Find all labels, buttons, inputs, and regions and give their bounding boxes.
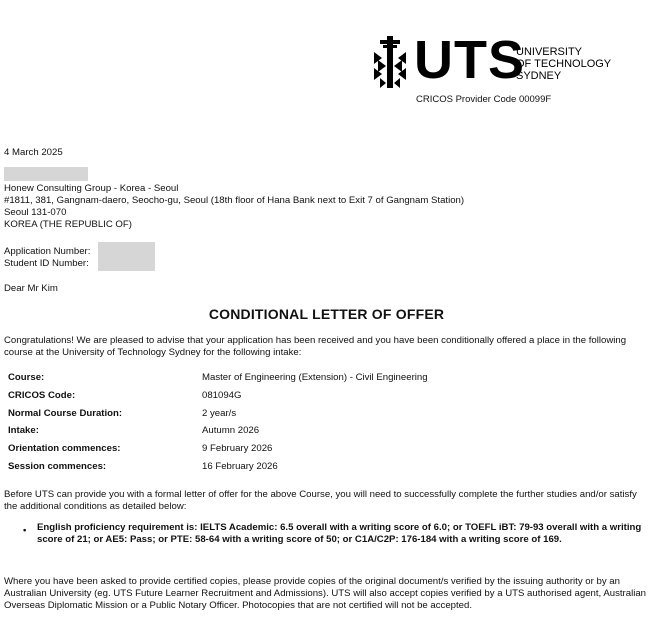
provider-code: CRICOS Provider Code 00099F (416, 94, 552, 105)
student-id-label: Student ID Number: (4, 258, 89, 269)
address-line: Seoul 131-070 (4, 207, 67, 218)
address-line: #1811, 381, Gangnam-daero, Seocho-gu, Seoul (18th floor of Hana Bank next to Exit 7 of Gangnam Station) (4, 195, 465, 206)
detail-value: 16 February 2026 (202, 460, 278, 472)
detail-label: CRICOS Code: (8, 389, 76, 401)
table-row (8, 425, 428, 443)
detail-label: Orientation commences: (8, 443, 121, 455)
application-number-label: Application Number: (4, 246, 91, 257)
detail-value: Autumn 2026 (202, 425, 260, 437)
table-row (8, 390, 428, 408)
university-name-line: OF TECHNOLOGY (516, 58, 612, 70)
redacted-recipient-name (4, 167, 88, 181)
detail-value: 081094G (202, 389, 242, 401)
conditions-intro: Before UTS can provide you with a formal letter of offer for the above Course, you will need to successfully complete the further studies and/or satisfy the additional conditions as detailed below: (4, 489, 637, 512)
course-details-table (8, 372, 428, 479)
uts-crest-icon (372, 36, 408, 88)
university-name (516, 46, 611, 82)
intro-paragraph: Congratulations! We are pleased to advise that your application has been received and you have been conditionally offered a place in the following course at the University of Technology Sydney for the following intake: (4, 335, 627, 358)
table-row (8, 443, 428, 461)
university-name-line: SYDNEY (516, 70, 562, 82)
letter-title: CONDITIONAL LETTER OF OFFER (208, 306, 445, 322)
letter-date: 4 March 2025 (4, 147, 63, 158)
table-row (8, 372, 428, 390)
redacted-id-numbers (98, 242, 155, 271)
detail-value: Master of Engineering (Extension) - Civil Engineering (202, 372, 428, 383)
condition-item: English proficiency requirement is: IELTS Academic: 6.5 overall with a writing score of 6.0; or TOEFL iBT: 79-93 overall with a writing score of 21; or AE5: Pass; or PTE: 58-64 with a writing score of 50; or C1A/C2P: 176-184 with a writing score of 169. (37, 522, 642, 545)
detail-label: Intake: (8, 425, 39, 437)
detail-label: Normal Course Duration: (8, 407, 123, 419)
certified-copies-paragraph: Where you have been asked to provide certified copies, please provide copies of the original document/s verified by the issuing authority or by an Australian University (eg. UTS Future Learner Recruitment and Admissions). UTS will also accept copies verified by a UTS authorised agent, Australian Overseas Diplomatic Mission or a Public Notary Officer. Photocopies that are not certified will not be accepted. (4, 576, 646, 611)
address-line: Honew Consulting Group - Korea - Seoul (4, 183, 179, 194)
salutation: Dear Mr Kim (4, 283, 58, 294)
detail-value: 9 February 2026 (202, 443, 273, 455)
table-row (8, 408, 428, 426)
table-row (8, 461, 428, 479)
detail-label: Session commences: (8, 460, 107, 472)
university-name-line: UNIVERSITY (516, 46, 583, 58)
uts-logo-text: UTS (414, 30, 525, 90)
bullet-icon: • (23, 525, 27, 536)
address-line: KOREA (THE REPUBLIC OF) (4, 219, 132, 230)
address-block (4, 183, 464, 231)
detail-label: Course: (8, 372, 45, 383)
detail-value: 2 year/s (202, 407, 237, 419)
